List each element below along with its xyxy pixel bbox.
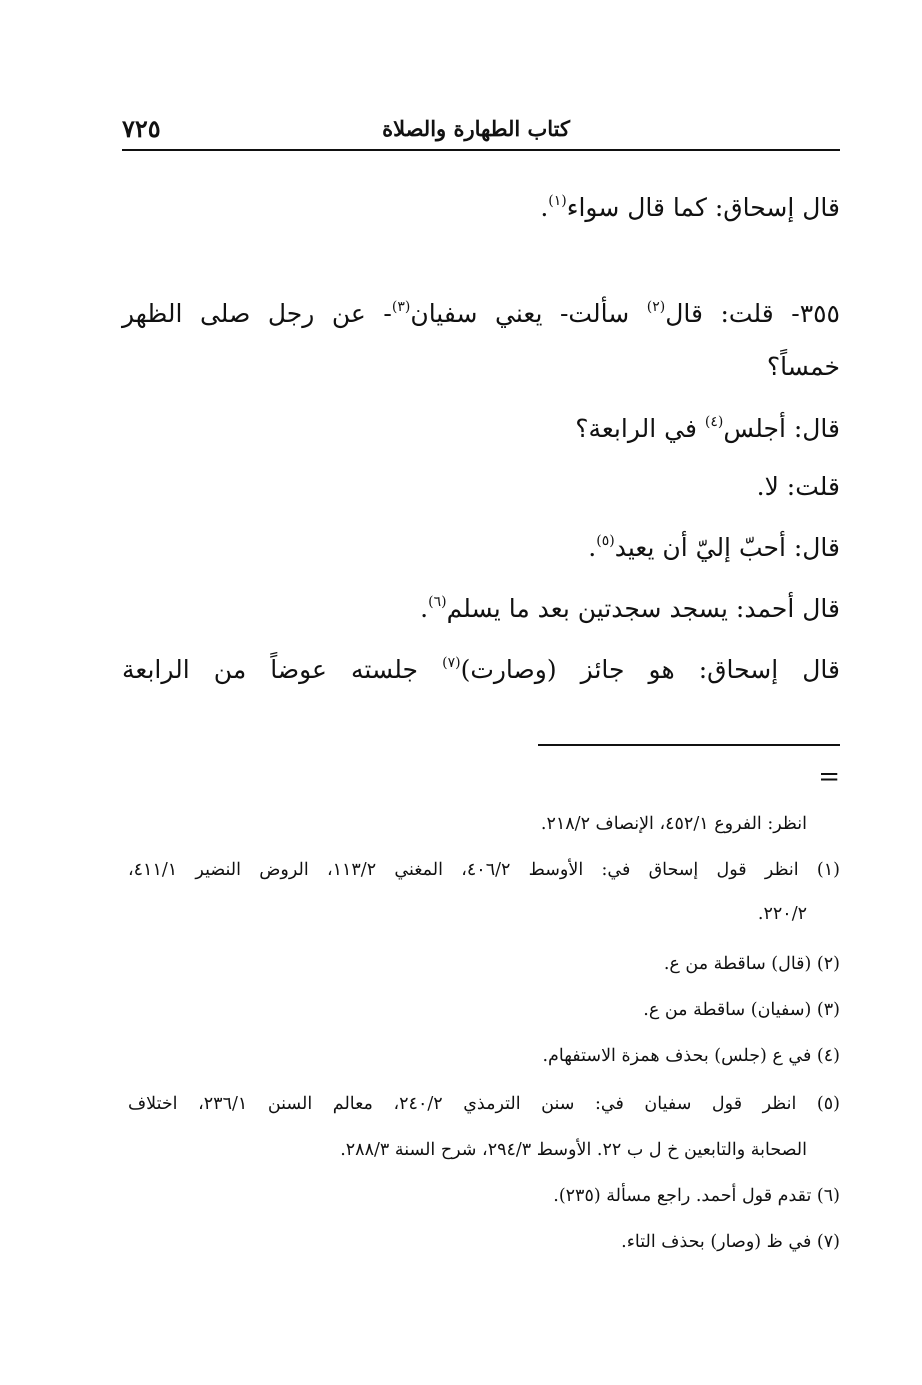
paragraph-line: قال: أحبّ إليّ أن يعيد$^{(٥)}$. xyxy=(588,533,840,562)
footnote-continued: انظر: الفروع ٤٥٢/١، الإنصاف ٢١٨/٢. xyxy=(540,814,807,834)
footnote-ref: (٣) xyxy=(391,299,411,315)
paragraph-line: قال إسحاق: هو جائز (وصارت)$^{(٧)}$ جلسته عوضاً من الرابعة xyxy=(122,655,840,684)
footnote-1-cont: ٢٢٠/٢. xyxy=(757,904,807,924)
footnote-ref: (٤) xyxy=(704,414,724,430)
footnote-3: (٣) (سفيان) ساقطة من ع. xyxy=(643,1000,840,1020)
footnote-ref: (٢) xyxy=(646,299,666,315)
paragraph-line: قال: أجلس$^{(٤)}$ في الرابعة؟ xyxy=(575,414,840,443)
issue-355-line: ٣٥٥- قلت: قال$^{(٢)}$ سألت- يعني سفيان$^{(٣)}$- عن رجل صلى الظهر xyxy=(122,299,840,328)
paragraph-line: قال أحمد: يسجد سجدتين بعد ما يسلم$^{(٦)}$. xyxy=(420,594,840,623)
continuation-mark: = xyxy=(818,762,840,792)
footnote-ref: (١) xyxy=(548,193,567,209)
footnote-2: (٢) (قال) ساقطة من ع. xyxy=(663,954,840,974)
footnote-6: (٦) تقدم قول أحمد. راجع مسألة (٢٣٥). xyxy=(553,1186,840,1206)
footnote-ref: (٦) xyxy=(428,594,447,610)
footnote-5-cont: الصحابة والتابعين خ ل ب ٢٢. الأوسط ٢٩٤/٣، شرح السنة ٢٨٨/٣. xyxy=(340,1140,807,1160)
footnote-ref: (٥) xyxy=(596,533,615,549)
footnote-rule xyxy=(538,744,840,746)
footnote-ref: (٧) xyxy=(442,655,461,671)
page-header xyxy=(122,106,840,146)
paragraph-line: قلت: لا. xyxy=(756,472,840,501)
footnote-4: (٤) في ع (جلس) بحذف همزة الاستفهام. xyxy=(542,1046,840,1066)
page-number: ٧٢٥ xyxy=(122,114,161,143)
header-rule xyxy=(122,149,840,151)
paragraph-line: خمساً؟ xyxy=(766,352,840,381)
footnote-7: (٧) في ظ (وصار) بحذف التاء. xyxy=(621,1232,840,1252)
footnote-1: (١) انظر قول إسحاق في: الأوسط ٤٠٦/٢، المغني ١١٣/٢، الروض النضير ٤١١/١، xyxy=(128,860,840,880)
paragraph-line: قال إسحاق: كما قال سواء$^{(١)}$. xyxy=(540,193,840,222)
running-title: كتاب الطهارة والصلاة xyxy=(382,116,570,141)
footnote-5: (٥) انظر قول سفيان في: سنن الترمذي ٢٤٠/٢، معالم السنن ٢٣٦/١، اختلاف xyxy=(128,1094,840,1114)
